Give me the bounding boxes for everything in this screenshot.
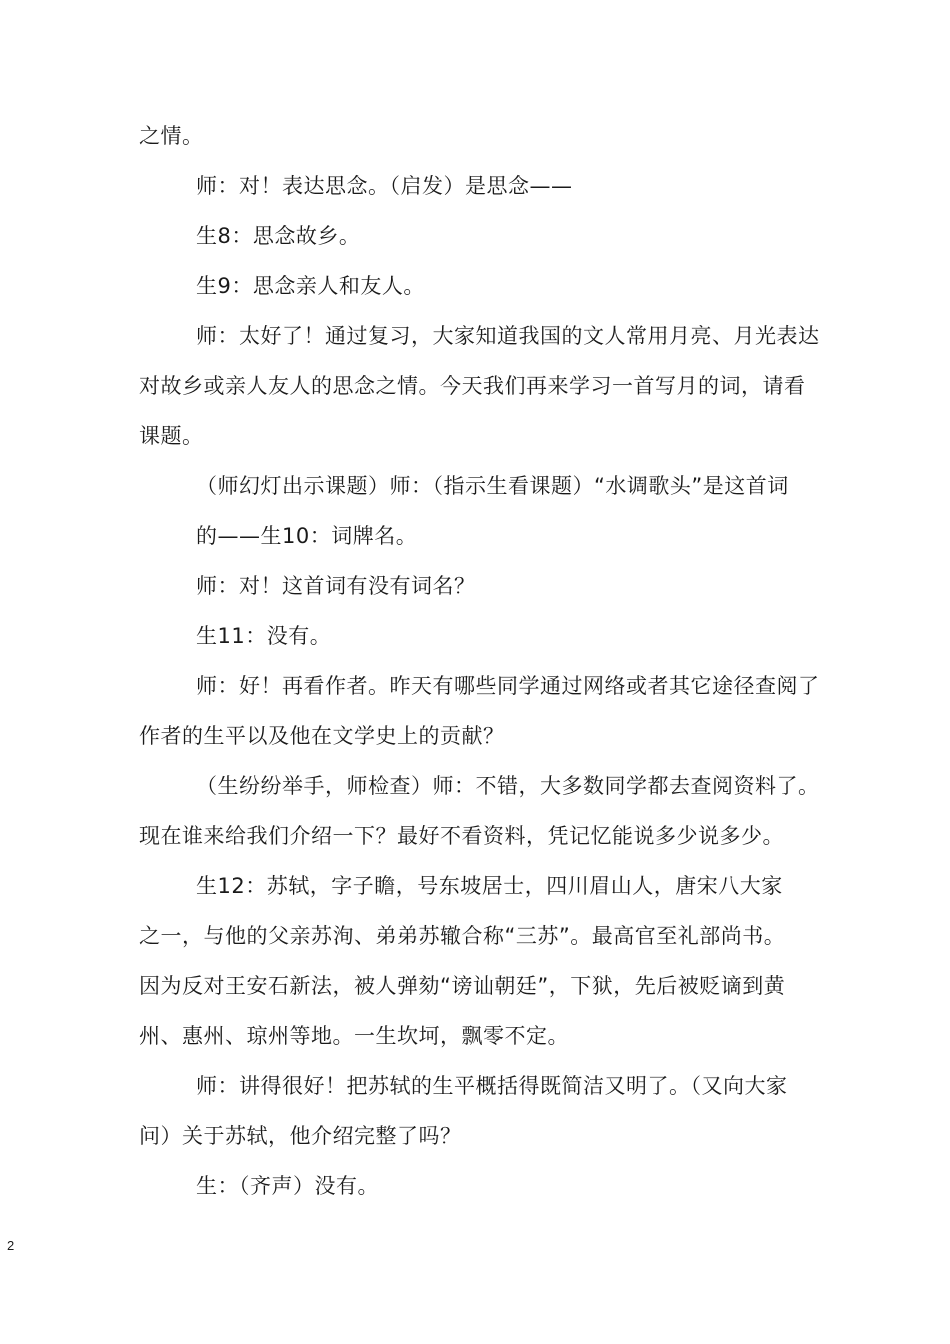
text-line-12: 师：好！再看作者。昨天有哪些同学通过网络或者其它途径查阅了 (196, 674, 820, 698)
text-line-14: （生纷纷举手，师检查）师：不错，大多数同学都去查阅资料了。 (196, 774, 820, 798)
text-line-4: 生9：思念亲人和友人。 (196, 274, 425, 298)
text-line-6: 对故乡或亲人友人的思念之情。今天我们再来学习一首写月的词，请看 (139, 374, 806, 398)
text-line-9: 的——生10：词牌名。 (196, 524, 418, 548)
text-line-17: 之一，与他的父亲苏洵、弟弟苏辙合称“三苏”。最高官至礼部尚书。 (139, 924, 786, 948)
text-line-3: 生8：思念故乡。 (196, 224, 361, 248)
page-number: 2 (7, 1238, 15, 1253)
text-line-16: 生12：苏轼，字子瞻，号东坡居士，四川眉山人，唐宋八大家 (196, 874, 783, 898)
text-line-21: 问）关于苏轼，他介绍完整了吗？ (139, 1124, 462, 1148)
text-line-11: 生11：没有。 (196, 624, 332, 648)
text-line-7: 课题。 (139, 424, 204, 448)
text-line-15: 现在谁来给我们介绍一下？最好不看资料，凭记忆能说多少说多少。 (139, 824, 784, 848)
text-line-13: 作者的生平以及他在文学史上的贡献？ (139, 724, 505, 748)
text-line-19: 州、惠州、琼州等地。一生坎坷，飘零不定。 (139, 1024, 569, 1048)
text-line-18: 因为反对王安石新法，被人弹劾“谤讪朝廷”，下狱，先后被贬谪到黄 (139, 974, 786, 998)
text-line-20: 师：讲得很好！把苏轼的生平概括得既简洁又明了。（又向大家 (196, 1074, 788, 1098)
text-line-2: 师：对！表达思念。（启发）是思念—— (196, 174, 573, 198)
text-line-8: （师幻灯出示课题）师：（指示生看课题）“水调歌头”是这首词 (196, 474, 789, 498)
text-line-1: 之情。 (139, 124, 204, 148)
text-line-10: 师：对！这首词有没有词名？ (196, 574, 476, 598)
text-line-5: 师：太好了！通过复习，大家知道我国的文人常用月亮、月光表达 (196, 324, 820, 348)
text-line-22: 生：（齐声）没有。 (196, 1174, 379, 1198)
